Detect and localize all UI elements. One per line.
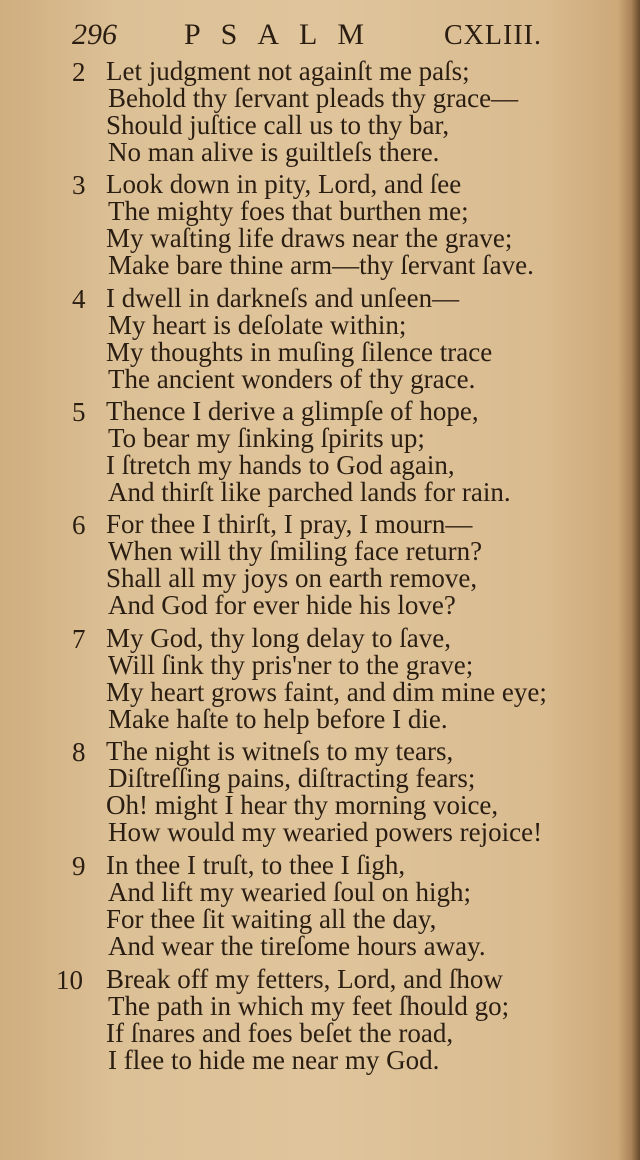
page-header bbox=[72, 18, 562, 58]
verse-line: My thoughts in muſing ſilence trace bbox=[106, 337, 493, 367]
stanza-10 bbox=[56, 964, 592, 1075]
verse-line: No man alive is guiltleſs there. bbox=[108, 137, 440, 167]
verse-number: 2 bbox=[72, 57, 86, 87]
verse-line: How would my wearied powers rejoice! bbox=[108, 817, 543, 847]
verse-line: Thence I derive a glimpſe of hope, bbox=[106, 396, 479, 426]
verse-line: My heart grows faint, and dim mine eye; bbox=[106, 677, 547, 707]
verse-line: When will thy ſmiling face return? bbox=[108, 536, 483, 566]
verse-line: The night is witneſs to my tears, bbox=[106, 736, 454, 766]
stanza-7 bbox=[72, 625, 592, 733]
verse-line: I flee to hide me near my God. bbox=[108, 1045, 440, 1075]
verse-line: And lift my wearied ſoul on high; bbox=[108, 877, 471, 907]
verse-line: Should juſtice call us to thy bar, bbox=[106, 110, 450, 140]
stanza-3 bbox=[72, 171, 592, 279]
verse-line: For thee ſit waiting all the day, bbox=[106, 904, 437, 934]
verse-number: 5 bbox=[72, 397, 86, 427]
verse-line: For thee I thirſt, I pray, I mourn— bbox=[106, 509, 473, 539]
verse-line: Will ſink thy pris'ner to the grave; bbox=[108, 650, 474, 680]
verse-number: 9 bbox=[72, 851, 86, 881]
verse-line: The path in which my feet ſhould go; bbox=[108, 991, 510, 1021]
verse-line: If ſnares and foes beſet the road, bbox=[106, 1018, 454, 1048]
verse-line: And God for ever hide his love? bbox=[108, 590, 456, 620]
verse-line: My heart is deſolate within; bbox=[108, 310, 407, 340]
verse-line: Let judgment not againſt me paſs; bbox=[106, 56, 470, 86]
verse-line: I dwell in darkneſs and unſeen— bbox=[106, 283, 460, 313]
page-edge-shadow bbox=[618, 0, 640, 1160]
verse-line: And wear the tireſome hours away. bbox=[108, 931, 486, 961]
page-number: 296 bbox=[72, 18, 117, 51]
verse-number: 10 bbox=[56, 965, 83, 995]
verse-line: Look down in pity, Lord, and ſee bbox=[106, 169, 462, 199]
verse-line: Shall all my joys on earth remove, bbox=[106, 563, 478, 593]
stanza-8 bbox=[72, 738, 592, 846]
psalm-number: CXLIII. bbox=[444, 20, 542, 51]
verse-line: Oh! might I hear thy morning voice, bbox=[106, 790, 499, 820]
verse-number: 3 bbox=[72, 170, 86, 200]
verse-line: Make haſte to help before I die. bbox=[108, 704, 448, 734]
verse-number: 7 bbox=[72, 624, 86, 654]
verse-line: In thee I truſt, to thee I ſigh, bbox=[106, 850, 406, 880]
verse-line: My God, thy long delay to ſave, bbox=[106, 623, 451, 653]
verse-line: My waſting life draws near the grave; bbox=[106, 223, 513, 253]
verse-line: And thirſt like parched lands for rain. bbox=[108, 477, 511, 507]
verse-line: The ancient wonders of thy grace. bbox=[108, 364, 476, 394]
verse-line: To bear my ſinking ſpirits up; bbox=[108, 423, 425, 453]
verse-line: Diſtreſſing pains, diſtracting fears; bbox=[108, 763, 476, 793]
verse-line: Make bare thine arm—thy ſervant ſave. bbox=[108, 250, 534, 280]
verse-line: Break off my fetters, Lord, and ſhow bbox=[106, 964, 503, 994]
verse-number: 6 bbox=[72, 510, 86, 540]
stanza-4 bbox=[72, 285, 592, 393]
stanza-6 bbox=[72, 511, 592, 619]
verse-number: 8 bbox=[72, 737, 86, 767]
stanza-5 bbox=[72, 398, 592, 506]
verse-line: I ſtretch my hands to God again, bbox=[106, 450, 455, 480]
stanza-2 bbox=[72, 58, 592, 166]
stanza-9 bbox=[72, 852, 592, 960]
running-head: PSALM bbox=[184, 18, 385, 51]
verse-line: The mighty foes that burthen me; bbox=[108, 196, 469, 226]
verse-line: Behold thy ſervant pleads thy grace— bbox=[108, 83, 519, 113]
verse-number: 4 bbox=[72, 284, 86, 314]
